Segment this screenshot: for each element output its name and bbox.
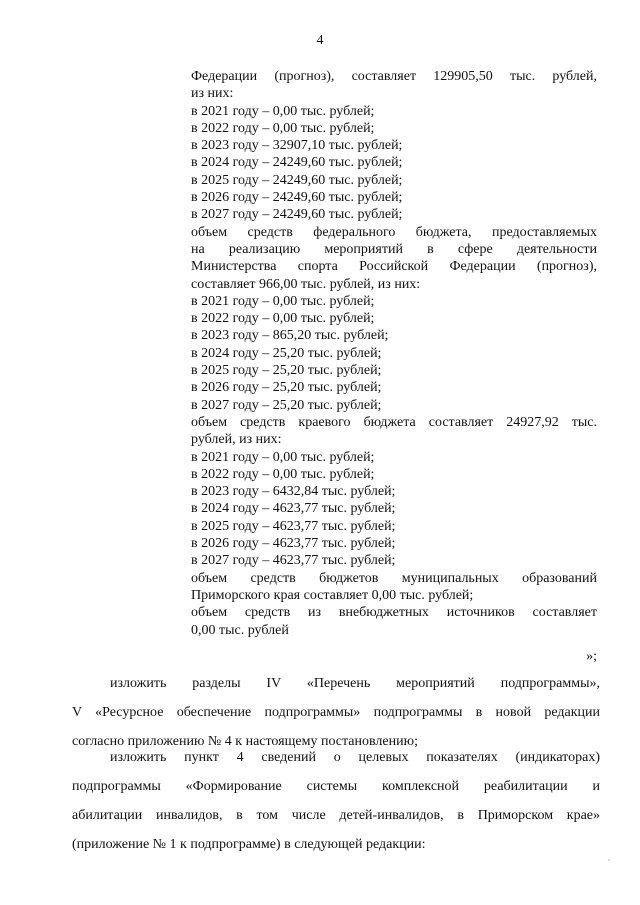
block-line: в 2027 году – 25,20 тыс. рублей;	[191, 397, 382, 413]
block-line: в 2021 году – 0,00 тыс. рублей;	[191, 293, 375, 309]
block-line: составляет 966,00 тыс. рублей, из них:	[191, 276, 421, 292]
page-number: 4	[316, 33, 324, 48]
block-line: 0,00 тыс. рублей	[191, 622, 289, 638]
block-line: в 2027 году – 24249,60 тыс. рублей;	[191, 207, 403, 223]
block-line: в 2026 году – 4623,77 тыс. рублей;	[191, 536, 396, 552]
block-line: Приморского края составляет 0,00 тыс. рублей;	[191, 587, 474, 603]
block-line: в 2022 году – 0,00 тыс. рублей;	[191, 466, 375, 482]
block-line: в 2022 году – 0,00 тыс. рублей;	[191, 120, 375, 136]
paragraph-line: V «Ресурсное обеспечение подпрограммы» подпрограммы в новой редакции	[72, 705, 600, 720]
closing-quote: »;	[586, 649, 597, 664]
block-line: в 2025 году – 24249,60 тыс. рублей;	[191, 172, 403, 188]
block-line: Министерства спорта Российской Федерации (прогноз),	[191, 259, 597, 275]
paragraph-line: подпрограммы «Формирование системы комплексной реабилитации и	[72, 779, 600, 794]
block-line: в 2021 году – 0,00 тыс. рублей;	[191, 103, 375, 119]
paragraph-line: изложить разделы IV «Перечень мероприятий подпрограммы»,	[110, 676, 600, 691]
block-line: в 2026 году – 25,20 тыс. рублей;	[191, 380, 382, 396]
block-line: в 2023 году – 32907,10 тыс. рублей;	[191, 138, 403, 154]
block-line: в 2023 году – 6432,84 тыс. рублей;	[191, 484, 396, 500]
block-line: рублей, из них:	[191, 432, 282, 448]
block-line: Федерации (прогноз), составляет 129905,50 тыс. рублей,	[191, 69, 597, 84]
block-line: в 2027 году – 4623,77 тыс. рублей;	[191, 553, 396, 569]
paragraph-line: согласно приложению № 4 к настоящему постановлению;	[72, 734, 418, 749]
block-line: объем средств федерального бюджета, предоставляемых	[191, 224, 597, 240]
block-line: в 2021 году – 0,00 тыс. рублей;	[191, 449, 375, 465]
block-line: в 2024 году – 25,20 тыс. рублей;	[191, 345, 382, 361]
block-line: в 2025 году – 4623,77 тыс. рублей;	[191, 518, 396, 534]
paragraph-line: изложить пункт 4 сведений о целевых показателях (индикаторах)	[110, 750, 600, 765]
block-line: объем средств из внебюджетных источников составляет	[191, 605, 597, 621]
block-line: объем средств бюджетов муниципальных образований	[191, 570, 597, 586]
block-line: на реализацию мероприятий в сфере деятельности	[191, 241, 597, 257]
paragraph-line: абилитации инвалидов, в том числе детей-инвалидов, в Приморском крае»	[72, 808, 600, 823]
paragraph-indicators	[72, 743, 600, 859]
block-line: в 2023 году – 865,20 тыс. рублей;	[191, 328, 389, 344]
block-line: в 2026 году – 24249,60 тыс. рублей;	[191, 190, 403, 206]
block-line: объем средств краевого бюджета составляет 24927,92 тыс.	[191, 414, 597, 430]
scan-speck	[608, 859, 610, 861]
block-line: в 2022 году – 0,00 тыс. рублей;	[191, 311, 375, 327]
block-line: в 2024 году – 4623,77 тыс. рублей;	[191, 501, 396, 517]
paragraph-line: (приложение № 1 к подпрограмме) в следующей редакции:	[72, 837, 426, 852]
block-line: в 2024 году – 24249,60 тыс. рублей;	[191, 155, 403, 171]
block-line: из них:	[191, 86, 234, 102]
block-line: в 2025 году – 25,20 тыс. рублей;	[191, 363, 382, 379]
funding-block	[191, 68, 597, 639]
